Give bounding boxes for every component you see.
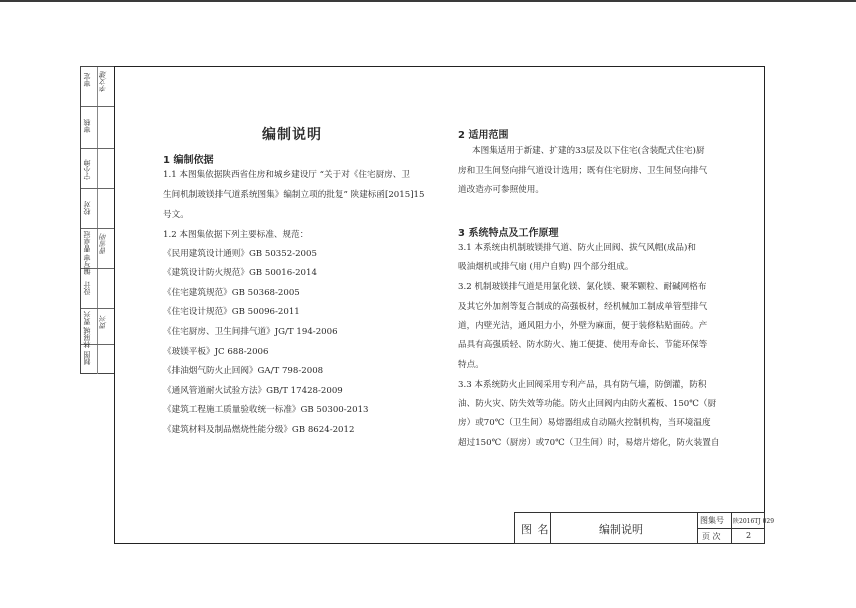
- strip-signature: 曹雪明: [99, 233, 107, 254]
- section-3-line: 油、防火灾、防失效等功能。防火止回阀内由防火蓋板、150℃（厨: [458, 399, 717, 409]
- section-3-line: 房）或70℃（卫生间）易熔器组成自动隔火控制机构，当环境温度: [458, 418, 711, 428]
- strip-row-reviewer: [81, 149, 114, 189]
- section-1-line: 《民用建筑设计通则》GB 50352-2005: [163, 249, 317, 259]
- section-3-line: 超过150℃（厨房）或70℃（卫生间）时，易熔片熔化，防火装置自: [458, 438, 720, 448]
- section-3-line: 及其它外加剂等复合制成的高强板材，经机械加工制成单管型排气: [458, 302, 708, 312]
- section-1-line: 《住宅厨房、卫生间排气道》JG/T 194-2006: [163, 327, 338, 337]
- section-1-line: 《住宅建筑规范》GB 50368-2005: [163, 288, 300, 298]
- strip-row-review: [81, 107, 114, 149]
- section-3-line: 特点。: [458, 360, 484, 370]
- section-2-line: 道改造亦可参照使用。: [458, 185, 544, 195]
- section-1-line: 《住宅设计规范》GB 50096-2011: [163, 307, 300, 317]
- strip-row-check: [81, 189, 114, 229]
- section-3-heading: 3 系统特点及工作原理: [458, 228, 559, 239]
- section-1-line: 《建筑工程施工质量验收统一标准》GB 50300-2013: [163, 405, 369, 415]
- strip-row-drafting: [81, 345, 114, 374]
- strip-signature: 贾兴: [99, 315, 107, 329]
- strip-row-designer: [81, 309, 114, 349]
- drawing-name-value: 编制说明: [599, 523, 643, 536]
- section-1-line: 1.2 本图集依据下列主要标准、规范：: [163, 230, 309, 240]
- strip-label: 审定: [83, 73, 91, 87]
- drawing-name-label: 图 名: [521, 523, 550, 536]
- document-title: 编制说明: [262, 127, 322, 143]
- title-block: [514, 512, 775, 544]
- atlas-number-value: 陕2016TJ 029: [733, 518, 775, 525]
- title-block-row-divider: [697, 528, 765, 529]
- section-3-line: 吸油烟机或排气扇 (用户自购) 四个部分组成。: [458, 262, 634, 272]
- page-number-value: 2: [746, 531, 752, 540]
- strip-label: 校对: [83, 201, 91, 215]
- section-2-line: 房和卫生间竖向排气道设计选用；既有住宅厨房、卫生间竖向排气: [458, 166, 708, 176]
- section-3-line: 3.2 机制玻镁排气道是用氯化镁、氯化镁、聚苯颗粒、耐碱网格布: [458, 282, 707, 292]
- title-block-divider: [550, 513, 551, 544]
- strip-label: 编写审 曹卓冠: [83, 231, 91, 276]
- strip-label: 设计: [83, 281, 91, 295]
- atlas-number-label: 图集号: [700, 516, 724, 525]
- strip-row-writer: [81, 229, 114, 276]
- strip-label: 审核: [83, 119, 91, 133]
- section-1-line: 号文。: [163, 210, 189, 220]
- section-2-line: 本图集适用于新建、扩建的33层及以下住宅(含装配式住宅)厨: [472, 146, 705, 156]
- section-1-line: 《通风管道耐火试验方法》GB/T 17428-2009: [163, 386, 343, 396]
- section-1-line: 《建筑设计防火规范》GB 50016-2014: [163, 268, 317, 278]
- strip-label: 林展城 贾兴: [83, 311, 91, 349]
- top-border-line: [0, 0, 856, 2]
- section-1-line: 1.1 本图集依据陕西省住房和城乡建设厅 “关于对《住宅厨房、卫: [163, 170, 410, 180]
- strip-signature: 李文建: [99, 71, 107, 92]
- section-1-heading: 1 编制依据: [163, 155, 214, 166]
- strip-label: 宁小坤: [83, 159, 91, 180]
- section-3-line: 道，内壁光洁，通风阻力小，外壁为麻面，便于装修粘贴面砖。产: [458, 321, 708, 331]
- section-1-line: 生间机制玻镁排气道系统图集》编制立项的批复” 陕建标函[2015]15: [163, 190, 425, 200]
- section-3-line: 3.3 本系统防火止回阀采用专利产品，具有防气墙，防倒灌，防积: [458, 380, 707, 390]
- strip-row-approve: [81, 67, 114, 107]
- section-1-line: 《排油烟气防火止回阀》GA/T 798-2008: [163, 366, 324, 376]
- section-1-line: 《建筑材料及制品燃烧性能分级》GB 8624-2012: [163, 425, 355, 435]
- section-3-line: 品具有高强质轻、防水防火、施工便捷、使用寿命长、节能环保等: [458, 340, 708, 350]
- section-3-line: 3.1 本系统由机制玻镁排气道、防火止回阀、拔气风帽(成品)和: [458, 243, 696, 253]
- section-1-line: 《玻镁平板》JC 688-2006: [163, 347, 269, 357]
- page-number-label: 页 次: [702, 532, 721, 541]
- section-2-heading: 2 适用范围: [458, 130, 509, 141]
- strip-row-design: [81, 269, 114, 309]
- strip-label: 制图: [83, 351, 91, 365]
- signature-strip: [80, 66, 114, 374]
